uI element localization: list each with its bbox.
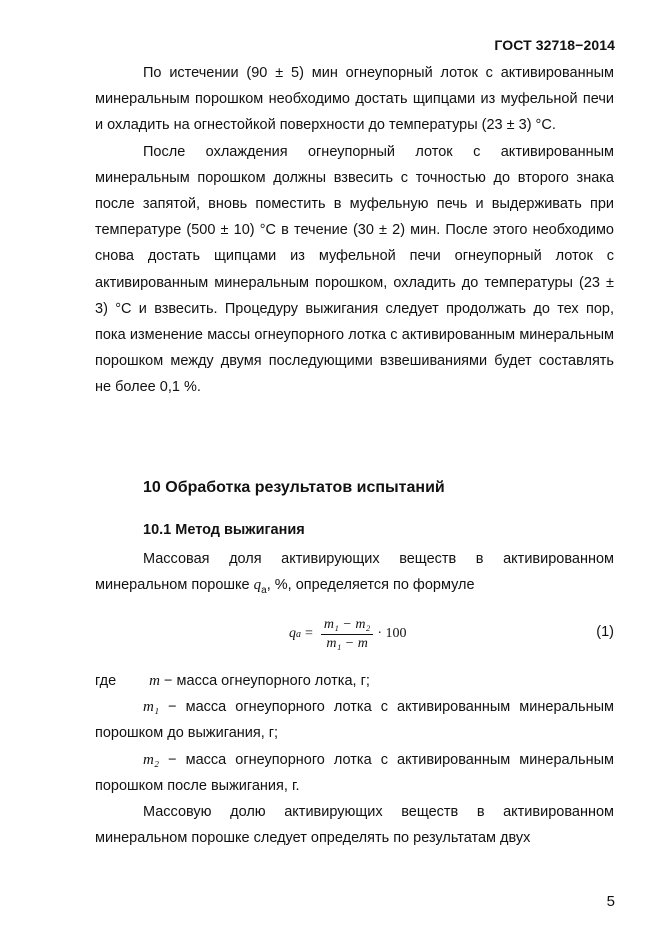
definition-m2: m₂ − масса огнеупорного лотка с активированным минеральным порошком после выжигания, г. [95,751,614,794]
symbol-m2: m₂ [143,751,160,768]
page-number: 5 [606,893,615,910]
formula-lhs: q [289,626,296,641]
formula-intro [95,546,614,604]
formula-equals: = [305,626,313,641]
section-heading: 10 Обработка результатов испытаний [143,479,445,496]
intro-text: Массовая доля активирующих веществ в активированном минеральном порошке [95,551,614,594]
intro-text-end: , %, определяется по формуле [266,577,475,594]
formula-row [95,612,614,656]
where-label: где [95,673,117,689]
intro-symbol: q [253,577,262,594]
subsection-heading: 10.1 Метод выжигания [143,522,305,538]
paragraph-block-top [95,60,614,401]
definitions-block [95,668,614,851]
definition-m: где m − масса огнеупорного лотка, г; [95,673,370,689]
formula-number: (1) [596,624,614,640]
formula-numerator: m₁ − m₂ [323,616,371,632]
paragraph-cooling: По истечении (90 ± 5) мин огнеупорный лоток с активированным минеральным порошком необходимо достать щипцами из муфельной печи и охладить на огнестойкой поверхности до температуры (23 ± 3) °С. [95,65,614,134]
formula-fraction [321,616,373,653]
formula-denominator: m₁ − m [326,635,368,651]
symbol-m: m [149,673,161,689]
formula-lhs-sub: a [296,628,301,640]
formula-multiplier: · 100 [377,626,407,641]
formula-1 [289,612,406,656]
standard-header: ГОСТ 32718−2014 [494,37,615,53]
intro-symbol-sub: а [261,585,267,597]
symbol-m1: m₁ [143,699,160,716]
definition-m1: m₁ − масса огнеупорного лотка с активированным минеральным порошком до выжигания, г; [95,699,614,742]
paragraph-weighing: После охлаждения огнеупорный лоток с активированным минеральным порошком должны взвесить с точностью до второго знака после запятой, вновь поместить в муфельную печь и выдерживать при температуре (500 ± 10) °С в течение (30 ± 2) мин. После этого необходимо снова достать щипцами из муфельной печи огнеупорный лоток с активированным минеральным порошком, охладить до температуры (23 ± 3) °С и взвесить. Процедуру выжигания следует продолжать до тех пор, пока изменение массы огнеупорного лотка с активированным минеральным порошком между двумя последующими взвешиваниями будет составлять не более 0,1 %. [95,143,614,396]
paragraph-closing: Массовую долю активирующих веществ в активированном минеральном порошке следует определять по результатам двух [95,804,614,847]
